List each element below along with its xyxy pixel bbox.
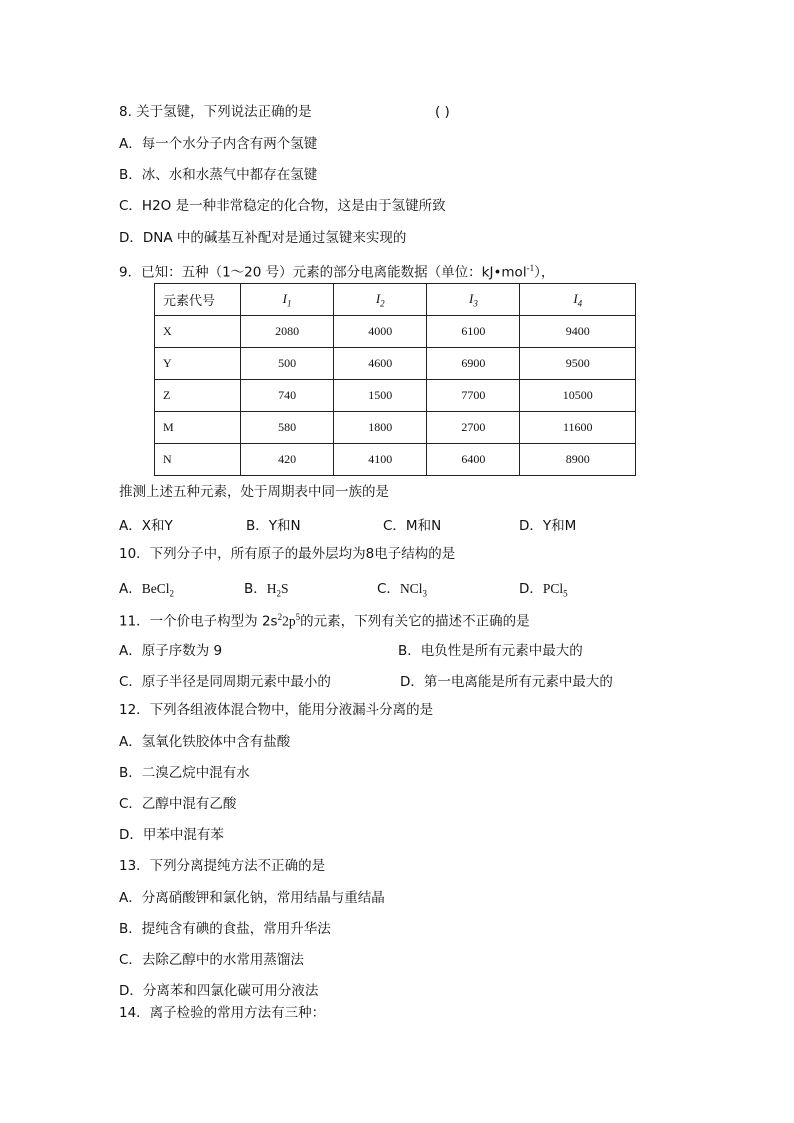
q10-option-b-text: B．$H_2S$ [244, 581, 289, 599]
table-cell-value: 10500 [520, 380, 636, 412]
q10-option-c-text: C．NCl$_3$ [377, 581, 427, 599]
q8-option-d: D．DNA 中的碱基互补配对是通过氢键来实现的 [119, 230, 407, 246]
table-cell-value: 6100 [427, 316, 520, 348]
table-cell-value: 11600 [520, 412, 636, 444]
q13-option-c: C．去除乙醇中的水常用蒸馏法 [119, 952, 304, 968]
table-cell-value: 2080 [241, 316, 334, 348]
q10-option-b [244, 577, 289, 599]
table-cell-value: 8900 [520, 444, 636, 476]
q10-option-d [519, 577, 568, 599]
table-cell-element: Y [155, 348, 241, 380]
q11-sup-2p: 5 [295, 612, 301, 622]
table-cell-value: 6400 [427, 444, 520, 476]
q9-stem-text: 9．已知：五种（1～20 号）元素的部分电离能数据（单位：kJ•mol [119, 264, 527, 281]
q11-stem-pre: 11．一个价电子构型为 2s [119, 613, 278, 630]
q12-option-a: A．氢氧化铁胶体中含有盐酸 [119, 734, 291, 750]
q11-stem-post: 的元素，下列有关它的描述不正确的是 [300, 613, 530, 630]
q11-sup-2s: 2 [277, 612, 283, 622]
q9-option-a: A．X和Y [119, 518, 173, 534]
table-header-element-code: 元素代号 [155, 284, 241, 316]
q12-stem: 12．下列各组液体混合物中，能用分液漏斗分离的是 [119, 702, 434, 718]
q8-option-c: C．H2O 是一种非常稳定的化合物，这是由于氢键所致 [119, 198, 446, 214]
q9-option-b: B．Y和N [246, 518, 301, 534]
q9-option-d: D．Y和M [519, 518, 577, 534]
table-cell-value: 9500 [520, 348, 636, 380]
table-cell-value: 6900 [427, 348, 520, 380]
q11-option-b: B．电负性是所有元素中最大的 [398, 643, 583, 659]
q13-option-d: D．分离苯和四氯化碳可用分液法 [119, 983, 319, 999]
table-header-i1: $I_1$ [241, 284, 334, 316]
table-cell-value: 1800 [334, 412, 427, 444]
q12-option-b: B．二溴乙烷中混有水 [119, 765, 250, 781]
q14-stem: 14．离子检验的常用方法有三种： [119, 1005, 326, 1021]
q11-stem [119, 608, 530, 631]
q11-option-a: A．原子序数为 9 [119, 643, 223, 659]
q13-option-a: A．分离硝酸钾和氯化钠，常用结晶与重结晶 [119, 890, 385, 906]
table-cell-value: 4000 [334, 316, 427, 348]
q8-option-b: B．冰、水和水蒸气中都存在氢键 [119, 167, 318, 183]
table-header-i3: $I_3$ [427, 284, 520, 316]
table-cell-value: 580 [241, 412, 334, 444]
table-cell-value: 740 [241, 380, 334, 412]
q9-option-c: C．M和N [383, 518, 442, 534]
q9-stem-unit-exponent: -1 [526, 263, 535, 273]
q8-option-a: A．每一个水分子内含有两个氢键 [119, 136, 318, 152]
q10-stem: 10．下列分子中，所有原子的最外层均为8电子结构的是 [119, 546, 456, 562]
table-cell-value: 4600 [334, 348, 427, 380]
q10-option-a [119, 577, 174, 599]
q10-option-a-text: A．BeCl$_2$ [119, 581, 175, 599]
q8-stem [119, 103, 312, 121]
table-row [155, 444, 636, 476]
q11-option-d: D．第一电离能是所有元素中最大的 [400, 674, 613, 690]
q9-stem [119, 259, 554, 282]
q8-stem-text: 8. 关于氢键，下列说法正确的是 [119, 104, 312, 120]
table-row [155, 348, 636, 380]
table-row [155, 316, 636, 348]
table-cell-value: 7700 [427, 380, 520, 412]
q9-question: 推测上述五种元素，处于周期表中同一族的是 [119, 484, 389, 500]
ionization-energy-table [154, 283, 636, 476]
table-cell-value: 500 [241, 348, 334, 380]
table-cell-value: 9400 [520, 316, 636, 348]
table-cell-value: 4100 [334, 444, 427, 476]
table-header-row [155, 284, 636, 316]
table-cell-value: 420 [241, 444, 334, 476]
q9-stem-tail: ）， [534, 264, 555, 281]
q11-option-c: C．原子半径是同周期元素中最小的 [119, 674, 331, 690]
q10-option-c [377, 577, 427, 599]
table-row [155, 380, 636, 412]
q13-option-b: B．提纯含有碘的食盐，常用升华法 [119, 921, 331, 937]
q10-option-d-text: D．PCl$_5$ [519, 581, 568, 599]
q8-answer-bracket: ( ) [435, 104, 450, 120]
table-cell-element: N [155, 444, 241, 476]
table-cell-value: 2700 [427, 412, 520, 444]
q12-option-c: C．乙醇中混有乙酸 [119, 796, 237, 812]
table-cell-value: 1500 [334, 380, 427, 412]
table-header-i2: $I_2$ [334, 284, 427, 316]
table-cell-element: X [155, 316, 241, 348]
table-cell-element: Z [155, 380, 241, 412]
table-header-i4: $I_4$ [520, 284, 636, 316]
q13-stem: 13．下列分离提纯方法不正确的是 [119, 858, 326, 874]
q12-option-d: D．甲苯中混有苯 [119, 827, 224, 843]
table-cell-element: M [155, 412, 241, 444]
q11-stem-mid: 2p [282, 613, 296, 629]
table-row [155, 412, 636, 444]
